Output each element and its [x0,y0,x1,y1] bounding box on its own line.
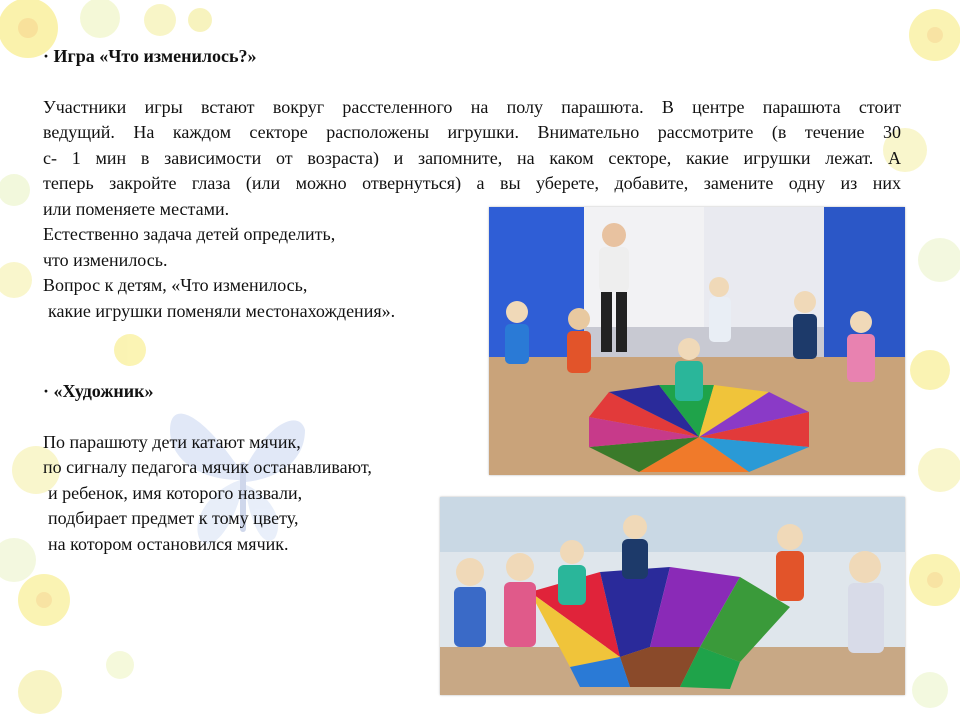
game-title-text: Игра «Что изменилось?» [53,46,257,66]
paragraph-line: ведущий. На каждом секторе расположены игрушки. Внимательно рассмотрите (в течение 30 [43,122,901,142]
bullet: · [43,381,50,401]
text-line: по сигналу педагога мячик останавливают, [43,457,372,477]
text-line: что изменилось. [43,249,168,270]
text-line: подбирает предмет к тому цвету, [48,508,299,528]
photo-children-around-parachute [489,207,905,475]
text-line: Естественно задача детей определить, [43,224,336,244]
text-line: По парашюту дети катают мячик, [43,431,301,452]
text-line: или поменяете местами. [43,198,230,219]
text-line: Вопрос к детям, «Что изменилось, [43,275,308,295]
text-line: на котором остановился мячик. [48,533,289,554]
bullet: · [43,46,50,66]
game-title-what-changed [43,44,901,70]
photo-children-holding-parachute [440,497,905,695]
paragraph-line: Участники игры встают вокруг расстеленного на полу парашюта. В центре парашюта стоит [43,96,901,117]
text-line: и ребенок, имя которого назвали, [48,482,303,503]
game-title-text: «Художник» [53,381,154,401]
text-line: какие игрушки поменяли местонахождения». [48,300,396,321]
paragraph-line: теперь закройте глаза (или можно отвернуться) а вы уберете, добавите, замените одну из них [43,173,901,193]
paragraph-line: с- 1 мин в зависимости от возраста) и запомните, на каком секторе, какие игрушки лежат. А [43,147,901,168]
